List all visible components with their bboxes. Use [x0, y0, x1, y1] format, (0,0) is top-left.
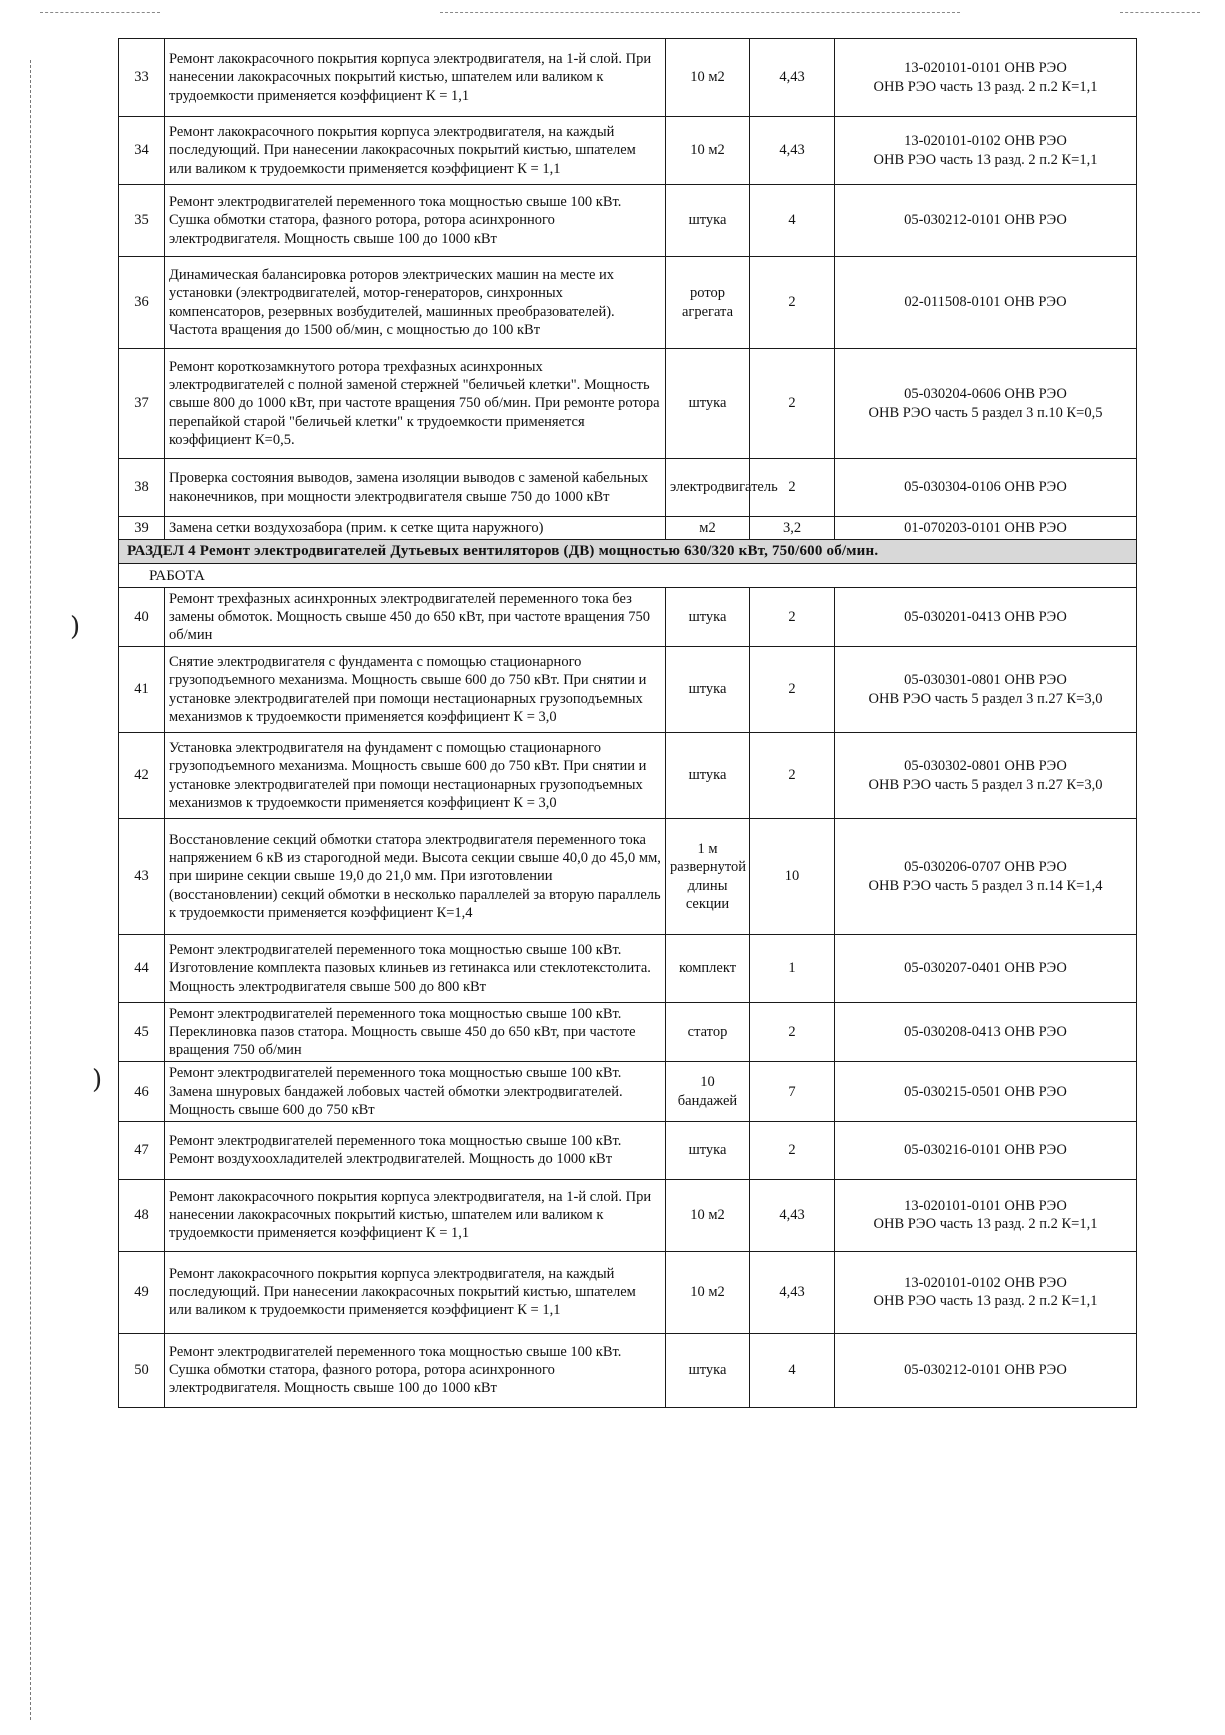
norm-code: 13-020101-0101 ОНВ РЭО ОНВ РЭО часть 13 разд. 2 п.2 К=1,1	[835, 39, 1137, 117]
unit-of-measure: 10 м2	[666, 39, 750, 117]
unit-of-measure: 10 м2	[666, 1251, 750, 1333]
work-label: РАБОТА	[119, 563, 1137, 587]
norm-code: 05-030208-0413 ОНВ РЭО	[835, 1003, 1137, 1062]
row-number: 41	[119, 647, 165, 733]
work-description: Ремонт электродвигателей переменного тока мощностью свыше 100 кВт. Сушка обмотки статора, фазного ротора, ротора асинхронного электродвигателя. Мощность свыше 100 до 1000 кВт	[165, 1333, 666, 1407]
punch-hole-mark-upper: )	[70, 612, 81, 642]
quantity: 2	[750, 647, 835, 733]
quantity: 2	[750, 733, 835, 819]
scan-edge-top-left	[40, 12, 160, 13]
quantity: 4	[750, 1333, 835, 1407]
quantity: 3,2	[750, 517, 835, 540]
work-description: Установка электродвигателя на фундамент с помощью стационарного грузоподъемного механизма. Мощность свыше 600 до 750 кВт. При снятии и установке электродвигателей при помощи нестационарных грузоподъемных механизмов к трудоемкости применяется коэффициент К = 3,0	[165, 733, 666, 819]
quantity: 2	[750, 1003, 835, 1062]
norm-code: 05-030215-0501 ОНВ РЭО	[835, 1062, 1137, 1121]
norm-code: 13-020101-0102 ОНВ РЭО ОНВ РЭО часть 13 разд. 2 п.2 К=1,1	[835, 1251, 1137, 1333]
work-description: Ремонт электродвигателей переменного тока мощностью свыше 100 кВт. Сушка обмотки статора, фазного ротора, ротора асинхронного электродвигателя. Мощность свыше 100 до 1000 кВт	[165, 185, 666, 257]
row-number: 35	[119, 185, 165, 257]
document-sheet	[118, 38, 1136, 1408]
row-number: 44	[119, 935, 165, 1003]
table-body-section-3	[119, 39, 1137, 540]
norm-code: 05-030304-0106 ОНВ РЭО	[835, 459, 1137, 517]
table-row	[119, 117, 1137, 185]
unit-of-measure: 10 м2	[666, 1179, 750, 1251]
binding-line	[30, 60, 31, 1720]
norm-code: 02-011508-0101 ОНВ РЭО	[835, 257, 1137, 349]
unit-of-measure: 10 м2	[666, 117, 750, 185]
table-row	[119, 819, 1137, 935]
norm-code: 05-030302-0801 ОНВ РЭО ОНВ РЭО часть 5 раздел 3 п.27 К=3,0	[835, 733, 1137, 819]
unit-of-measure: штука	[666, 349, 750, 459]
row-number: 33	[119, 39, 165, 117]
table-row	[119, 1179, 1137, 1251]
work-description: Ремонт короткозамкнутого ротора трехфазных асинхронных электродвигателей с полной заменой стержней "беличьей клетки". Мощность свыше 800 до 1000 кВт, при частоте вращения 750 об/мин. При ремонте ротора перепайкой старой "беличьей клетки" к трудоемкости применяется коэффициент К=0,5.	[165, 349, 666, 459]
unit-of-measure: штука	[666, 1333, 750, 1407]
quantity: 2	[750, 459, 835, 517]
work-description: Ремонт электродвигателей переменного тока мощностью свыше 100 кВт. Изготовление комплекта пазовых клиньев из гетинакса или стеклотекстолита. Мощность электродвигателя свыше 500 до 800 кВт	[165, 935, 666, 1003]
row-number: 42	[119, 733, 165, 819]
table-row	[119, 185, 1137, 257]
quantity: 2	[750, 1121, 835, 1179]
table-row	[119, 257, 1137, 349]
work-description: Ремонт лакокрасочного покрытия корпуса электродвигателя, на каждый последующий. При нанесении лакокрасочных покрытий кистью, шпателем или валиком к трудоемкости применяется коэффициент К = 1,1	[165, 117, 666, 185]
norm-code: 05-030212-0101 ОНВ РЭО	[835, 185, 1137, 257]
work-description: Ремонт лакокрасочного покрытия корпуса электродвигателя, на каждый последующий. При нанесении лакокрасочных покрытий кистью, шпателем или валиком к трудоемкости применяется коэффициент К = 1,1	[165, 1251, 666, 1333]
row-number: 40	[119, 587, 165, 646]
scan-edge-top-right	[1120, 12, 1200, 13]
norm-code: 05-030201-0413 ОНВ РЭО	[835, 587, 1137, 646]
quantity: 4,43	[750, 117, 835, 185]
unit-of-measure: 1 м развернутой длины секции	[666, 819, 750, 935]
quantity: 4,43	[750, 39, 835, 117]
work-description: Замена сетки воздухозабора (прим. к сетке щита наружного)	[165, 517, 666, 540]
unit-of-measure: штука	[666, 587, 750, 646]
table-body-section-4	[119, 587, 1137, 1407]
work-description: Ремонт электродвигателей переменного тока мощностью свыше 100 кВт. Замена шнуровых бандажей лобовых частей обмотки электродвигателей. Мощность свыше 600 до 750 кВт	[165, 1062, 666, 1121]
norm-code: 05-030216-0101 ОНВ РЭО	[835, 1121, 1137, 1179]
norm-code: 05-030204-0606 ОНВ РЭО ОНВ РЭО часть 5 раздел 3 п.10 К=0,5	[835, 349, 1137, 459]
work-description: Динамическая балансировка роторов электрических машин на месте их установки (электродвигателей, мотор-генераторов, синхронных компенсаторов, резервных возбудителей, машинных преобразователей). Частота вращения до 1500 об/мин, с мощностью до 100 кВт	[165, 257, 666, 349]
quantity: 2	[750, 587, 835, 646]
work-description: Ремонт электродвигателей переменного тока мощностью свыше 100 кВт. Переклиновка пазов статора. Мощность свыше 450 до 650 кВт, при частоте вращения 750 об/мин	[165, 1003, 666, 1062]
unit-of-measure: статор	[666, 1003, 750, 1062]
section-title: РАЗДЕЛ 4 Ремонт электродвигателей Дутьевых вентиляторов (ДВ) мощностью 630/320 кВт, 750/600 об/мин.	[119, 540, 1137, 564]
table-row	[119, 1333, 1137, 1407]
work-description: Ремонт электродвигателей переменного тока мощностью свыше 100 кВт. Ремонт воздухоохладителей электродвигателей. Мощность до 1000 кВт	[165, 1121, 666, 1179]
unit-of-measure: 10 бандажей	[666, 1062, 750, 1121]
quantity: 1	[750, 935, 835, 1003]
work-description: Восстановление секций обмотки статора электродвигателя переменного тока напряжением 6 кВ из старогодной меди. Высота секции свыше 40,0 до 45,0 мм, при ширине секции свыше 19,0 до 21,0 мм. При изготовлении (восстановлении) секций обмотки в несколько параллелей за вторую параллель к трудоемкости применяется коэффициент К=1,4	[165, 819, 666, 935]
row-number: 39	[119, 517, 165, 540]
unit-of-measure: штука	[666, 647, 750, 733]
quantity: 4	[750, 185, 835, 257]
section-4-header	[119, 540, 1137, 588]
row-number: 45	[119, 1003, 165, 1062]
table-row	[119, 647, 1137, 733]
norm-code: 05-030301-0801 ОНВ РЭО ОНВ РЭО часть 5 раздел 3 п.27 К=3,0	[835, 647, 1137, 733]
quantity: 10	[750, 819, 835, 935]
quantity: 4,43	[750, 1179, 835, 1251]
unit-of-measure: электродвигатель	[666, 459, 750, 517]
table-row	[119, 587, 1137, 646]
row-number: 48	[119, 1179, 165, 1251]
row-number: 47	[119, 1121, 165, 1179]
row-number: 46	[119, 1062, 165, 1121]
work-items-table	[118, 38, 1137, 1408]
quantity: 7	[750, 1062, 835, 1121]
table-row	[119, 1003, 1137, 1062]
norm-code: 05-030206-0707 ОНВ РЭО ОНВ РЭО часть 5 раздел 3 п.14 К=1,4	[835, 819, 1137, 935]
work-description: Ремонт трехфазных асинхронных электродвигателей переменного тока без замены обмоток. Мощность свыше 450 до 650 кВт, при частоте вращения 750 об/мин	[165, 587, 666, 646]
table-row	[119, 517, 1137, 540]
quantity: 2	[750, 349, 835, 459]
table-row	[119, 39, 1137, 117]
row-number: 38	[119, 459, 165, 517]
table-row	[119, 1251, 1137, 1333]
work-description: Ремонт лакокрасочного покрытия корпуса электродвигателя, на 1-й слой. При нанесении лакокрасочных покрытий кистью, шпателем или валиком к трудоемкости применяется коэффициент К = 1,1	[165, 39, 666, 117]
norm-code: 05-030207-0401 ОНВ РЭО	[835, 935, 1137, 1003]
norm-code: 05-030212-0101 ОНВ РЭО	[835, 1333, 1137, 1407]
norm-code: 13-020101-0102 ОНВ РЭО ОНВ РЭО часть 13 разд. 2 п.2 К=1,1	[835, 117, 1137, 185]
work-description: Снятие электродвигателя с фундамента с помощью стационарного грузоподъемного механизма. Мощность свыше 600 до 750 кВт. При снятии и установке электродвигателей при помощи нестационарных грузоподъемных механизмов к трудоемкости применяется коэффициент К = 3,0	[165, 647, 666, 733]
norm-code: 01-070203-0101 ОНВ РЭО	[835, 517, 1137, 540]
row-number: 43	[119, 819, 165, 935]
table-row	[119, 349, 1137, 459]
row-number: 36	[119, 257, 165, 349]
quantity: 2	[750, 257, 835, 349]
row-number: 50	[119, 1333, 165, 1407]
norm-code: 13-020101-0101 ОНВ РЭО ОНВ РЭО часть 13 разд. 2 п.2 К=1,1	[835, 1179, 1137, 1251]
unit-of-measure: штука	[666, 1121, 750, 1179]
table-row	[119, 733, 1137, 819]
row-number: 49	[119, 1251, 165, 1333]
table-row	[119, 1062, 1137, 1121]
row-number: 34	[119, 117, 165, 185]
unit-of-measure: ротор агрегата	[666, 257, 750, 349]
work-description: Проверка состояния выводов, замена изоляции выводов с заменой кабельных наконечников, при мощности электродвигателя свыше 750 до 1000 кВт	[165, 459, 666, 517]
unit-of-measure: м2	[666, 517, 750, 540]
unit-of-measure: штука	[666, 185, 750, 257]
table-row	[119, 1121, 1137, 1179]
punch-hole-mark-lower: )	[92, 1065, 103, 1095]
unit-of-measure: комплект	[666, 935, 750, 1003]
scan-edge-top-mid	[440, 12, 960, 13]
quantity: 4,43	[750, 1251, 835, 1333]
unit-of-measure: штука	[666, 733, 750, 819]
work-description: Ремонт лакокрасочного покрытия корпуса электродвигателя, на 1-й слой. При нанесении лакокрасочных покрытий кистью, шпателем или валиком к трудоемкости применяется коэффициент К = 1,1	[165, 1179, 666, 1251]
row-number: 37	[119, 349, 165, 459]
table-row	[119, 459, 1137, 517]
table-row	[119, 935, 1137, 1003]
